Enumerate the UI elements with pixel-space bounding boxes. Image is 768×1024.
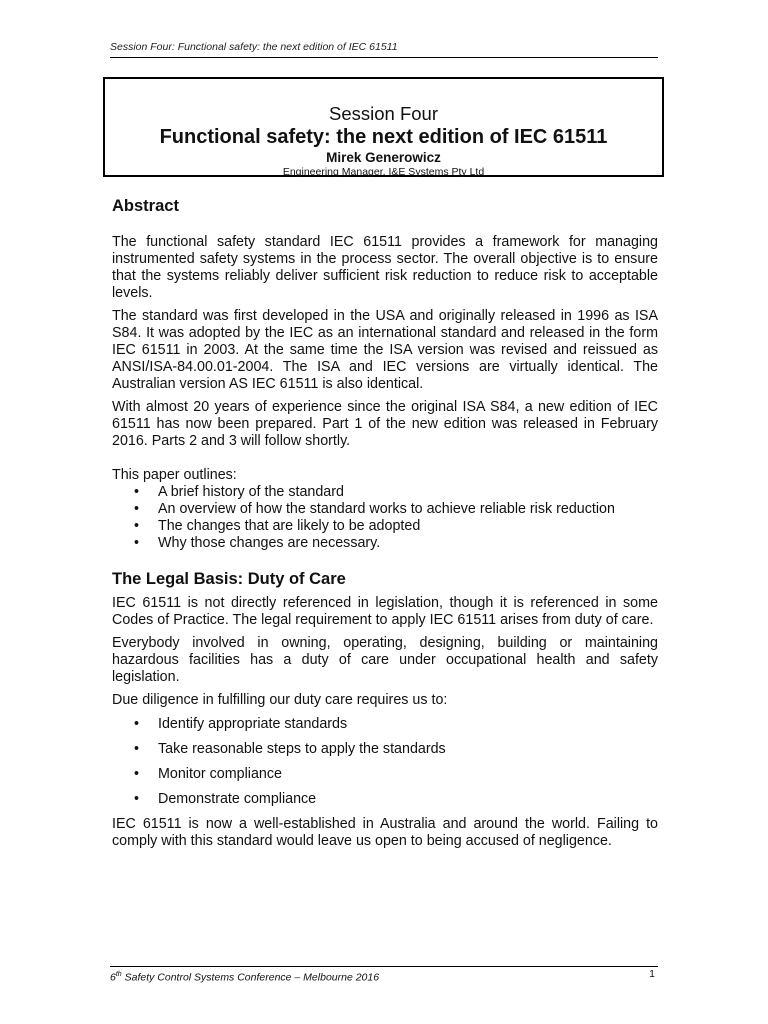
legal-paragraph: Everybody involved in owning, operating, designing, building or maintaining hazardous facilities has a duty of care under occupational health and safety legislation. xyxy=(112,635,658,685)
list-item: • An overview of how the standard works to achieve reliable risk reduction xyxy=(134,501,615,517)
list-item: • Identify appropriate standards xyxy=(134,716,348,732)
page-number: 1 xyxy=(649,968,655,980)
list-item: • Take reasonable steps to apply the standards xyxy=(134,741,446,757)
outline-intro: This paper outlines: xyxy=(112,467,237,483)
bullet-icon: • xyxy=(134,501,140,517)
legal-paragraph: IEC 61511 is not directly referenced in legislation, though it is referenced in some Codes of Practice. The legal requirement to apply IEC 61511 arises from duty of care. xyxy=(112,595,658,628)
running-header: Session Four: Functional safety: the next edition of IEC 61511 xyxy=(110,41,658,58)
author-affiliation: Engineering Manager, I&E Systems Pty Ltd xyxy=(282,166,485,178)
author-name: Mirek Generowicz xyxy=(326,150,441,165)
bullet-icon: • xyxy=(134,518,140,534)
list-item: • A brief history of the standard xyxy=(134,484,344,500)
list-item: • Demonstrate compliance xyxy=(134,791,317,807)
bullet-icon: • xyxy=(134,741,140,757)
title-block xyxy=(103,77,664,177)
list-item: • Monitor compliance xyxy=(134,766,282,782)
duty-list xyxy=(112,716,658,808)
page-footer xyxy=(110,966,658,985)
edition-suffix: th xyxy=(115,971,122,978)
abstract-paragraph: With almost 20 years of experience since the original ISA S84, a new edition of IEC 61511 has now been prepared. Part 1 of the new edition was released in February 2016. Parts 2 and 3 will follow shortly. xyxy=(112,399,658,449)
abstract-paragraph: The functional safety standard IEC 61511 provides a framework for managing instrumented safety systems in the process sector. The overall objective is to ensure that the systems reliably deliver sufficient risk reduction to reduce risk to acceptable levels. xyxy=(112,234,658,301)
bullet-icon: • xyxy=(134,535,140,551)
bullet-icon: • xyxy=(134,791,140,807)
bullet-icon: • xyxy=(134,766,140,782)
bullet-icon: • xyxy=(134,484,140,500)
edition-number: 6 xyxy=(110,971,116,984)
list-item: • Why those changes are necessary. xyxy=(134,535,381,551)
conference-name: Safety Control Systems Conference – Melbourne 2016 xyxy=(121,971,380,984)
outline-list xyxy=(112,484,658,552)
paper-body xyxy=(112,196,658,850)
legal-closing: IEC 61511 is now a well-established in Australia and around the world. Failing to comply with this standard would leave us open to being accused of negligence. xyxy=(112,816,658,849)
list-item: • The changes that are likely to be adopted xyxy=(134,518,421,534)
paper-title: Functional safety: the next edition of IEC 61511 xyxy=(159,126,608,148)
session-label: Session Four xyxy=(329,103,438,124)
legal-paragraph: Due diligence in fulfilling our duty care requires us to: xyxy=(112,692,448,708)
bullet-icon: • xyxy=(134,716,140,732)
abstract-heading: Abstract xyxy=(112,197,179,215)
abstract-paragraph: The standard was first developed in the USA and originally released in 1996 as ISA S84. It was adopted by the IEC as an international standard and released in the form IEC 61511 in 2003. At the same time the ISA version was revised and reissued as ANSI/ISA-84.00.01-2004. The ISA and IEC versions are virtually identical. The Australian version AS IEC 61511 is also identical. xyxy=(112,308,658,392)
legal-heading: The Legal Basis: Duty of Care xyxy=(112,570,346,588)
